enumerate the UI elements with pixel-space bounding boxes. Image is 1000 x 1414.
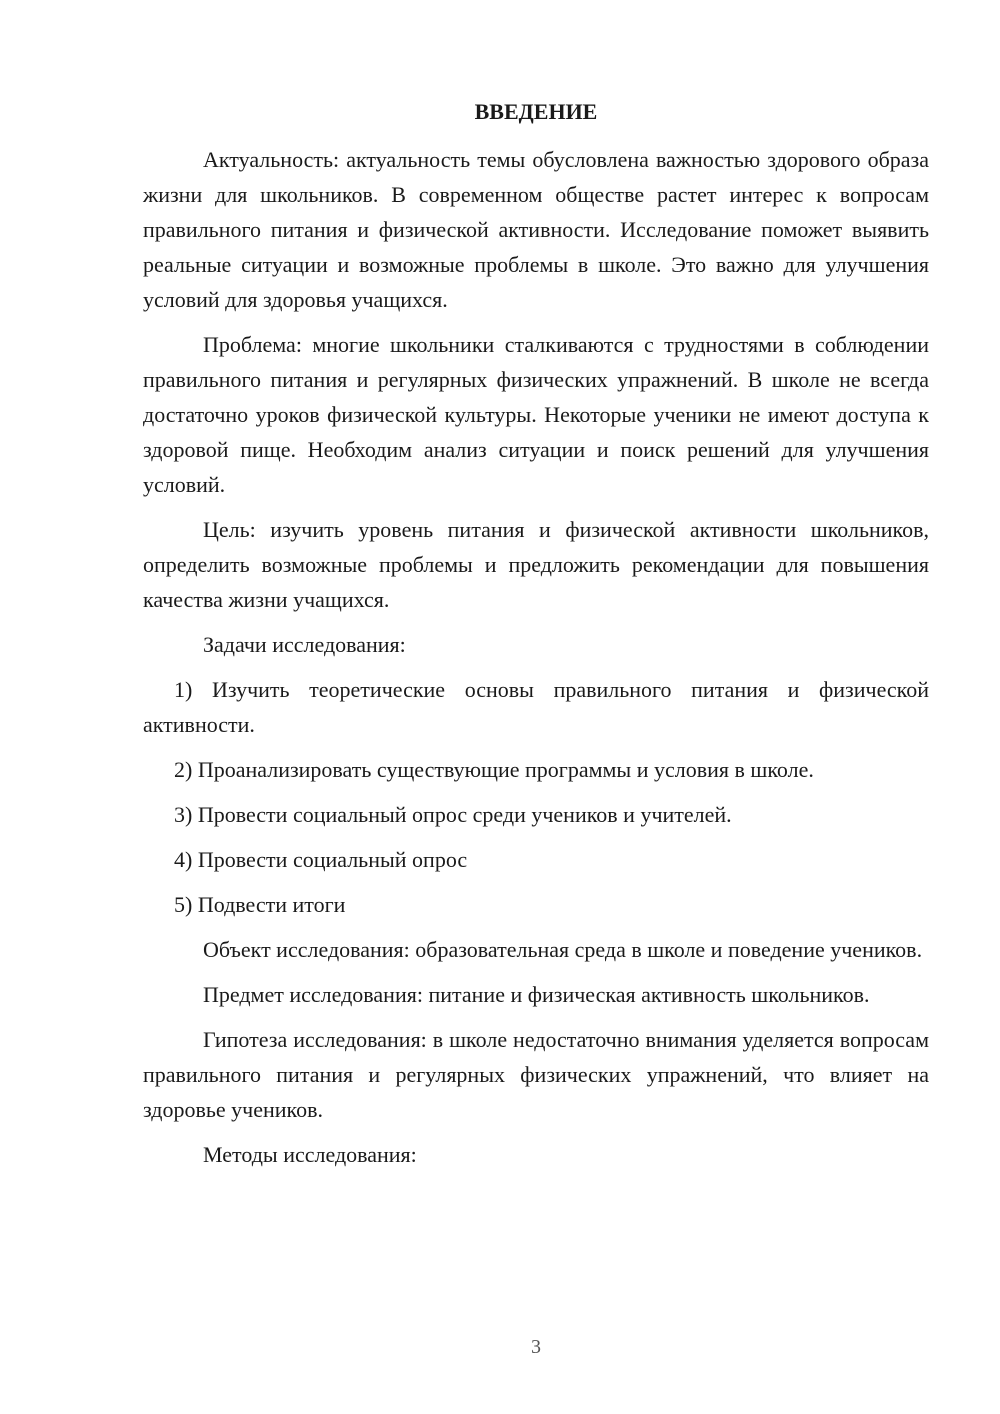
page-number: 3 <box>531 1336 541 1358</box>
document-body <box>143 142 929 1182</box>
paragraph-goal: Цель: изучить уровень питания и физической активности школьников, определить возможные проблемы и предложить рекомендации для повышения качества жизни учащихся. <box>143 517 929 612</box>
paragraph-methods: Методы исследования: <box>203 1142 417 1167</box>
page-title: ВВЕДЕНИЕ <box>474 99 598 124</box>
task-item-5: 5) Подвести итоги <box>174 892 346 917</box>
task-item-4: 4) Провести социальный опрос <box>174 847 468 872</box>
paragraph-hypothesis: Гипотеза исследования: в школе недостаточно внимания уделяется вопросам правильного питания и регулярных физических упражнений, что влияет на здоровье учеников. <box>143 1027 929 1122</box>
task-item-2: 2) Проанализировать существующие программы и условия в школе. <box>174 757 814 782</box>
paragraph-subject: Предмет исследования: питание и физическая активность школьников. <box>203 982 870 1007</box>
paragraph-tasks-heading: Задачи исследования: <box>203 632 406 657</box>
paragraph-object: Объект исследования: образовательная среда в школе и поведение учеников. <box>203 937 923 962</box>
task-item-3: 3) Провести социальный опрос среди учеников и учителей. <box>174 802 732 827</box>
paragraph-relevance: Актуальность: актуальность темы обусловлена важностью здорового образа жизни для школьников. В современном обществе растет интерес к вопросам правильного питания и физической активности. Исследование поможет выявить реальные ситуации и возможные проблемы в школе. Это важно для улучшения условий для здоровья учащихся. <box>143 147 929 312</box>
paragraph-problem: Проблема: многие школьники сталкиваются с трудностями в соблюдении правильного питания и регулярных физических упражнений. В школе не всегда достаточно уроков физической культуры. Некоторые ученики не имеют доступа к здоровой пище. Необходим анализ ситуации и поиск решений для улучшения условий. <box>143 332 929 497</box>
task-item-1: 1) Изучить теоретические основы правильного питания и физической активности. <box>143 677 929 737</box>
